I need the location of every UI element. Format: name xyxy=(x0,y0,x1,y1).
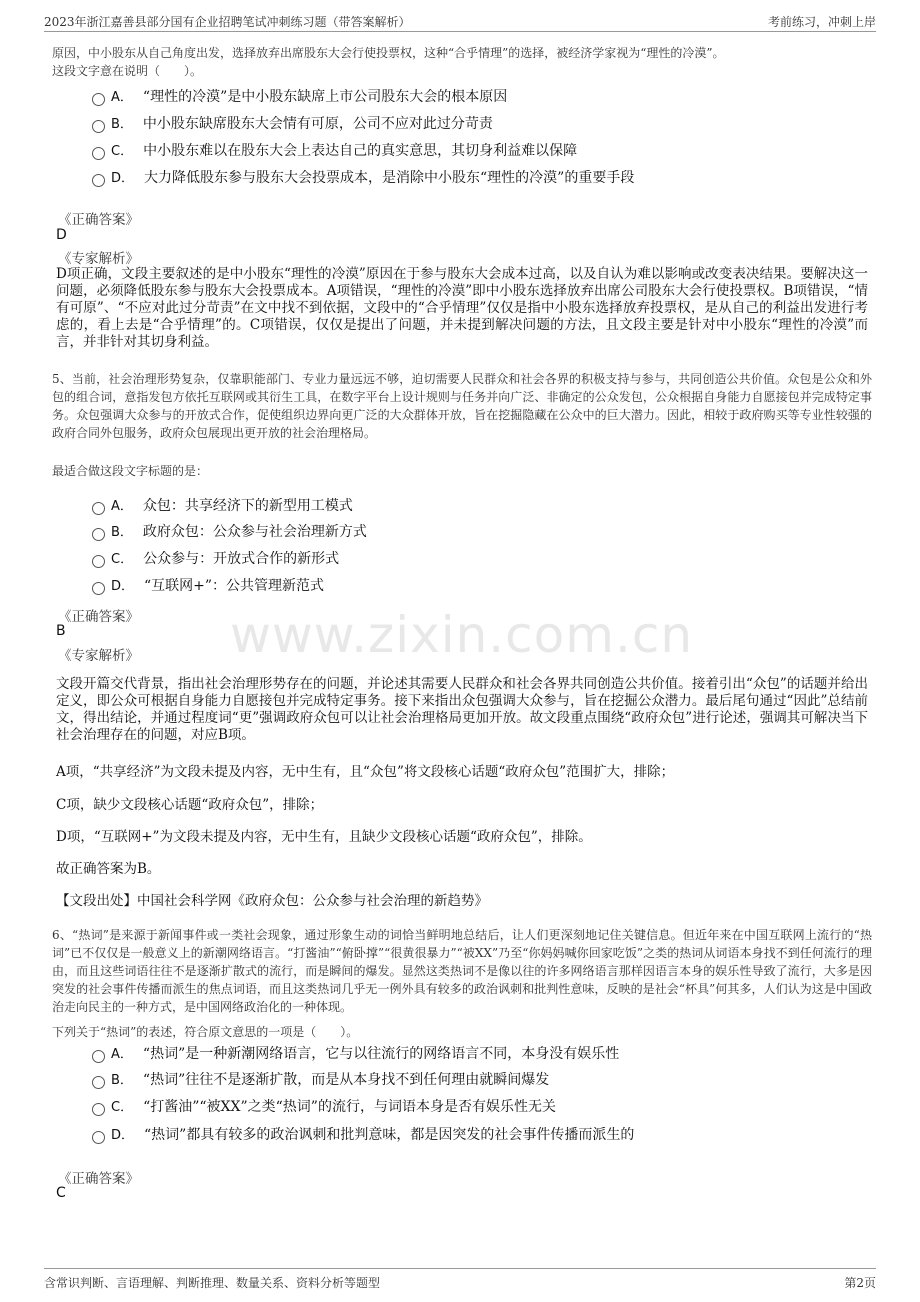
q5-option-d[interactable]: D． “互联网+”：公共管理新范式 xyxy=(92,575,324,597)
radio-icon[interactable] xyxy=(92,528,105,541)
q5-prompt: 最适合做这段文字标题的是： xyxy=(52,464,209,478)
radio-icon[interactable] xyxy=(92,120,105,133)
q5-option-c[interactable]: C． 公众参与：开放式合作的新形式 xyxy=(92,548,339,570)
footer-topics: 含常识判断、言语理解、判断推理、数量关系、资料分析等题型 xyxy=(44,1276,381,1290)
q5-option-a[interactable]: A． 众包：共享经济下的新型用工模式 xyxy=(92,495,353,517)
q6-option-b[interactable]: B． “热词”往往不是逐渐扩散，而是从本身找不到任何理由就瞬间爆发 xyxy=(92,1069,549,1091)
q6-prompt: 下列关于“热词”的表述，符合原文意思的一项是（ ）。 xyxy=(52,1025,359,1039)
q5-analysis-conclusion: 故正确答案为B。 xyxy=(56,861,161,877)
q5-analysis-option-d: D项，“互联网+”为文段未提及内容，无中生有，且缺少文段核心话题“政府众包”，排除。 xyxy=(56,829,592,845)
watermark: www.zixin.com.cn xyxy=(230,606,694,664)
radio-icon[interactable] xyxy=(92,174,105,187)
q4-prompt: 这段文字意在说明（ ）。 xyxy=(52,64,203,78)
q5-analysis-source: 【文段出处】中国社会科学网《政府众包：公众参与社会治理的新趋势》 xyxy=(56,893,488,909)
q6-option-d[interactable]: D． “热词”都具有较多的政治讽刺和批判意味，都是因突发的社会事件传播而派生的 xyxy=(92,1124,634,1146)
q6-answer-label: 《正确答案》 xyxy=(58,1171,139,1187)
q6-stem: 6、“热词”是来源于新闻事件或一类社会现象，通过形象生动的词恰当鲜明地总结后，让人们更深刻地记住关键信息。但近年来在中国互联网上流行的“热词”已不仅仅是一般意义上的新潮网络语言。“打酱油”“俯卧撑”“很黄很暴力”“被XX”乃至“你妈妈喊你回家吃饭”之类的热词从词语本身找不到任何流行的理由，而且这些词语往往不是逐渐扩散式的流行，而是瞬间的爆发。显然这类热词不是像以往的许多网络语言那样因语言本身的娱乐性导致了流行，大多是因突发的社会事件传播而派生的焦点词语，而且这类热词几乎无一例外具有较多的政治讽刺和批判性意味，反映的是社会“杯具”何其多，人们认为这是中国政治走向民主的一种方式，是中国网络政治化的一种体现。 xyxy=(52,928,872,1014)
q5-stem: 5、当前，社会治理形势复杂，仅靠职能部门、专业力量远远不够，迫切需要人民群众和社会各界的积极支持与参与，共同创造公共价值。众包是公众和外包的组合词，意指发包方依托互联网或其衍生工具，在数字平台上设计规则与任务并向广泛、非确定的公众发包，公众根据自身能力自愿接包并完成特定事务。众包强调大众参与的开放式合作，促使组织边界向更广泛的大众群体开放，旨在挖掘隐藏在公众中的巨大潜力。因此，相较于政府购买等专业性较强的政府合同外包服务，政府众包展现出更开放的社会治理格局。 xyxy=(52,372,872,440)
q6-answer: C xyxy=(56,1185,66,1201)
q4-option-a[interactable]: A． “理性的冷漠”是中小股东缺席上市公司股东大会的根本原因 xyxy=(92,86,507,108)
radio-icon[interactable] xyxy=(92,93,105,106)
q4-option-b[interactable]: B． 中小股东缺席股东大会情有可原，公司不应对此过分苛责 xyxy=(92,113,493,135)
q4-answer-label: 《正确答案》 xyxy=(58,212,139,228)
q4-option-d[interactable]: D． 大力降低股东参与股东大会投票成本，是消除中小股东“理性的冷漠”的重要手段 xyxy=(92,167,634,189)
q4-option-c[interactable]: C． 中小股东难以在股东大会上表达自己的真实意思，其切身利益难以保障 xyxy=(92,140,577,162)
document-title: 2023年浙江嘉善县部分国有企业招聘笔试冲刺练习题（带答案解析） xyxy=(44,15,411,29)
q4-analysis: D项正确，文段主要叙述的是中小股东“理性的冷漠”原因在于参与股东大会成本过高，以及自认为难以影响或改变表决结果。要解决这一问题，必须降低股东参与股东大会投票成本。A项错误，“理性的冷漠”即中小股东选择放弃出席公司股东大会行使投票权。B项错误，“情有可原”、“不应对此过分苛责”在文中找不到依据，文段中的“合乎情理”仅仅是指中小股东选择放弃投票权，是从自己的利益出发进行考虑的，看上去是“合乎情理”的。C项错误，仅仅是提出了问题，并未提到解决问题的方法，且文段主要是针对中小股东“理性的冷漠”而言，并非针对其切身利益。 xyxy=(56,266,868,350)
q6-option-c[interactable]: C． “打酱油”“被XX”之类“热词”的流行，与词语本身是否有娱乐性无关 xyxy=(92,1096,556,1118)
radio-icon[interactable] xyxy=(92,1131,105,1144)
radio-icon[interactable] xyxy=(92,582,105,595)
q4-analysis-label: 《专家解析》 xyxy=(58,251,139,267)
q5-analysis-label: 《专家解析》 xyxy=(58,648,139,664)
radio-icon[interactable] xyxy=(92,1050,105,1063)
radio-icon[interactable] xyxy=(92,555,105,568)
radio-icon[interactable] xyxy=(92,1103,105,1116)
q5-analysis-option-a: A项，“共享经济”为文段未提及内容，无中生有，且“众包”将文段核心话题“政府众包”范围扩大，排除； xyxy=(56,764,675,780)
q5-answer: B xyxy=(56,623,66,639)
radio-icon[interactable] xyxy=(92,147,105,160)
radio-icon[interactable] xyxy=(92,1076,105,1089)
page-number: 第2页 xyxy=(844,1276,876,1290)
q5-option-b[interactable]: B． 政府众包：公众参与社会治理新方式 xyxy=(92,521,367,543)
radio-icon[interactable] xyxy=(92,502,105,515)
q6-option-a[interactable]: A． “热词”是一种新潮网络语言，它与以往流行的网络语言不同，本身没有娱乐性 xyxy=(92,1043,619,1065)
q5-analysis-option-c: C项，缺少文段核心话题“政府众包”，排除； xyxy=(56,797,324,813)
q4-answer: D xyxy=(56,227,67,243)
page-footer xyxy=(44,1268,876,1292)
q5-answer-label: 《正确答案》 xyxy=(58,609,139,625)
q5-analysis-paragraph: 文段开篇交代背景，指出社会治理形势存在的问题，并论述其需要人民群众和社会各界共同创造公共价值。接着引出“众包”的话题并给出定义，即公众可根据自身能力自愿接包并完成特定事务。接下来指出众包强调大众参与，旨在挖掘公众潜力。最后尾句通过“因此”总结前文，得出结论，并通过程度词“更”强调政府众包可以让社会治理格局更加开放。故文段重点围绕“政府众包”进行论述，强调其可解决当下社会治理存在的问题，对应B项。 xyxy=(56,676,868,743)
page-header xyxy=(44,10,876,32)
q4-stem-tail: 原因，中小股东从自己角度出发，选择放弃出席股东大会行使投票权，这种“合乎情理”的选择，被经济学家视为“理性的冷漠”。 xyxy=(52,46,725,60)
header-tagline: 考前练习，冲刺上岸 xyxy=(767,15,876,29)
